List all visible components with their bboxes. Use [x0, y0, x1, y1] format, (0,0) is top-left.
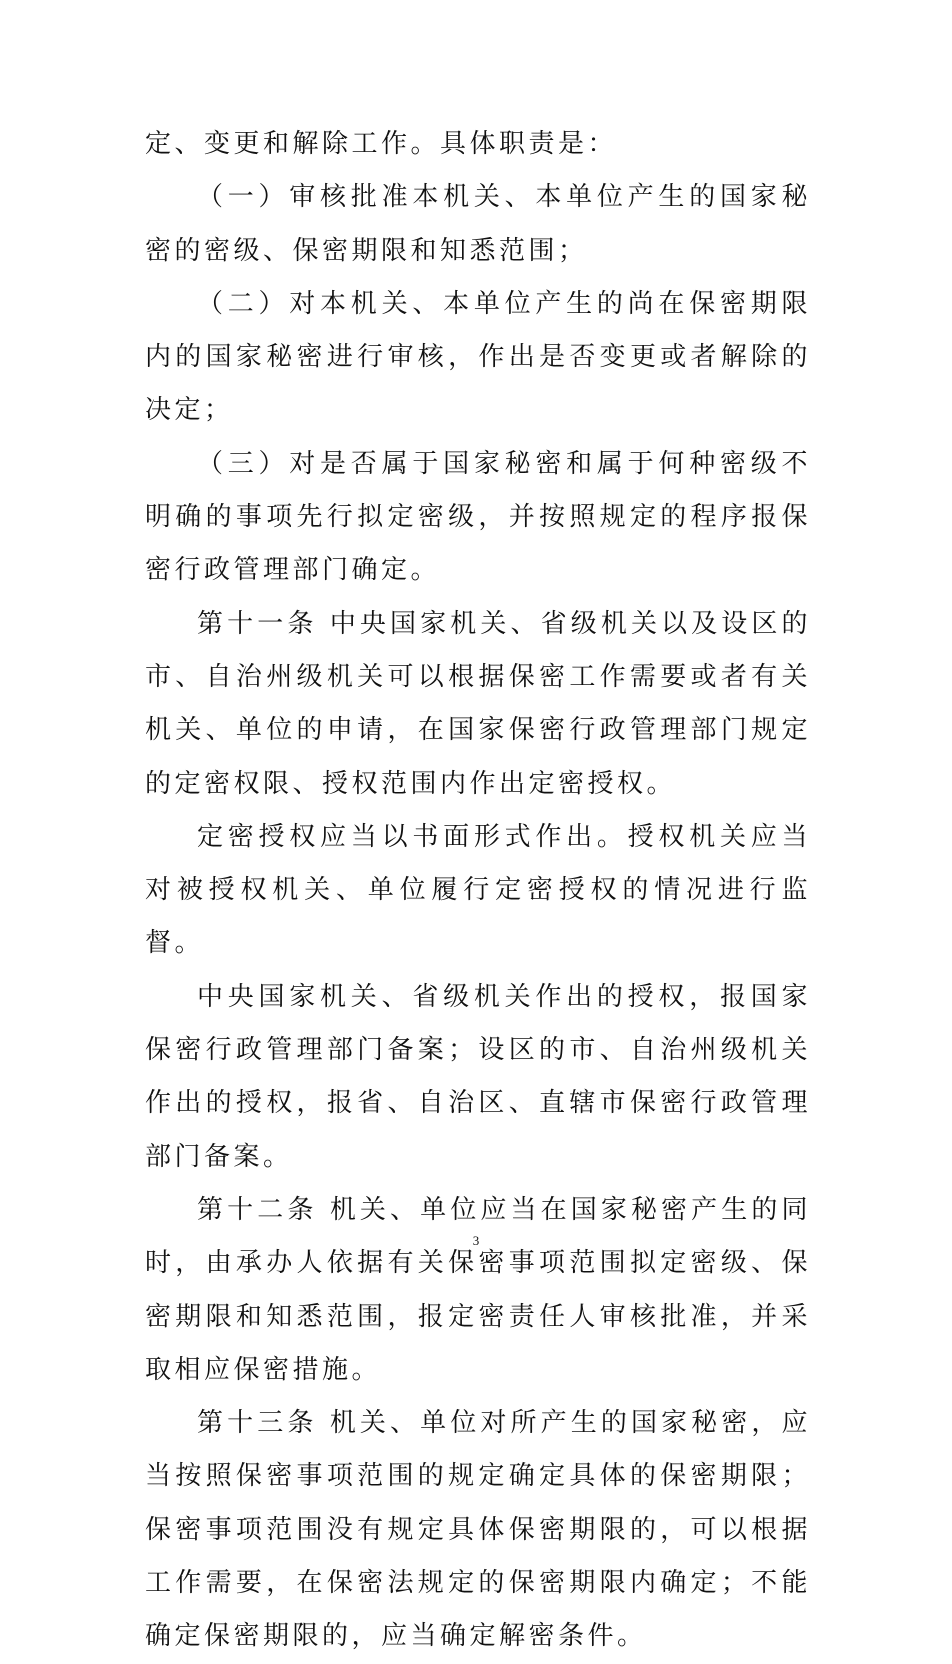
paragraph-article-11: 第十一条 中央国家机关、省级机关以及设区的市、自治州级机关可以根据保密工作需要或者有关机关、单位的申请，在国家保密行政管理部门规定的定密权限、授权范围内作出定密授权。 [145, 608, 811, 799]
paragraph-article-11-part-3: 中央国家机关、省级机关作出的授权，报国家保密行政管理部门备案；设区的市、自治州级机关作出的授权，报省、自治区、直辖市保密行政管理部门备案。 [145, 981, 811, 1172]
paragraph-continuation: 定、变更和解除工作。具体职责是： [145, 129, 618, 159]
paragraph-article-12: 第十二条 机关、单位应当在国家秘密产生的同时，由承办人依据有关保密事项范围拟定密级、保密期限和知悉范围，报定密责任人审核批准，并采取相应保密措施。 [145, 1194, 811, 1385]
paragraph-item-3: （三）对是否属于国家秘密和属于何种密级不明确的事项先行拟定密级，并按照规定的程序报保密行政管理部门确定。 [145, 448, 811, 586]
page-number: 3 [472, 1233, 480, 1248]
paragraph-item-1: （一）审核批准本机关、本单位产生的国家秘密的密级、保密期限和知悉范围； [145, 182, 811, 266]
paragraph-article-13: 第十三条 机关、单位对所产生的国家秘密，应当按照保密事项范围的规定确定具体的保密期限；保密事项范围没有规定具体保密期限的，可以根据工作需要，在保密法规定的保密期限内确定；不能确定保密期限的，应当确定解密条件。 [145, 1408, 811, 1652]
paragraph-item-2: （二）对本机关、本单位产生的尚在保密期限内的国家秘密进行审核，作出是否变更或者解除的决定； [145, 288, 811, 426]
document-body [145, 118, 811, 1664]
paragraph-article-11-part-2: 定密授权应当以书面形式作出。授权机关应当对被授权机关、单位履行定密授权的情况进行监督。 [145, 821, 811, 959]
